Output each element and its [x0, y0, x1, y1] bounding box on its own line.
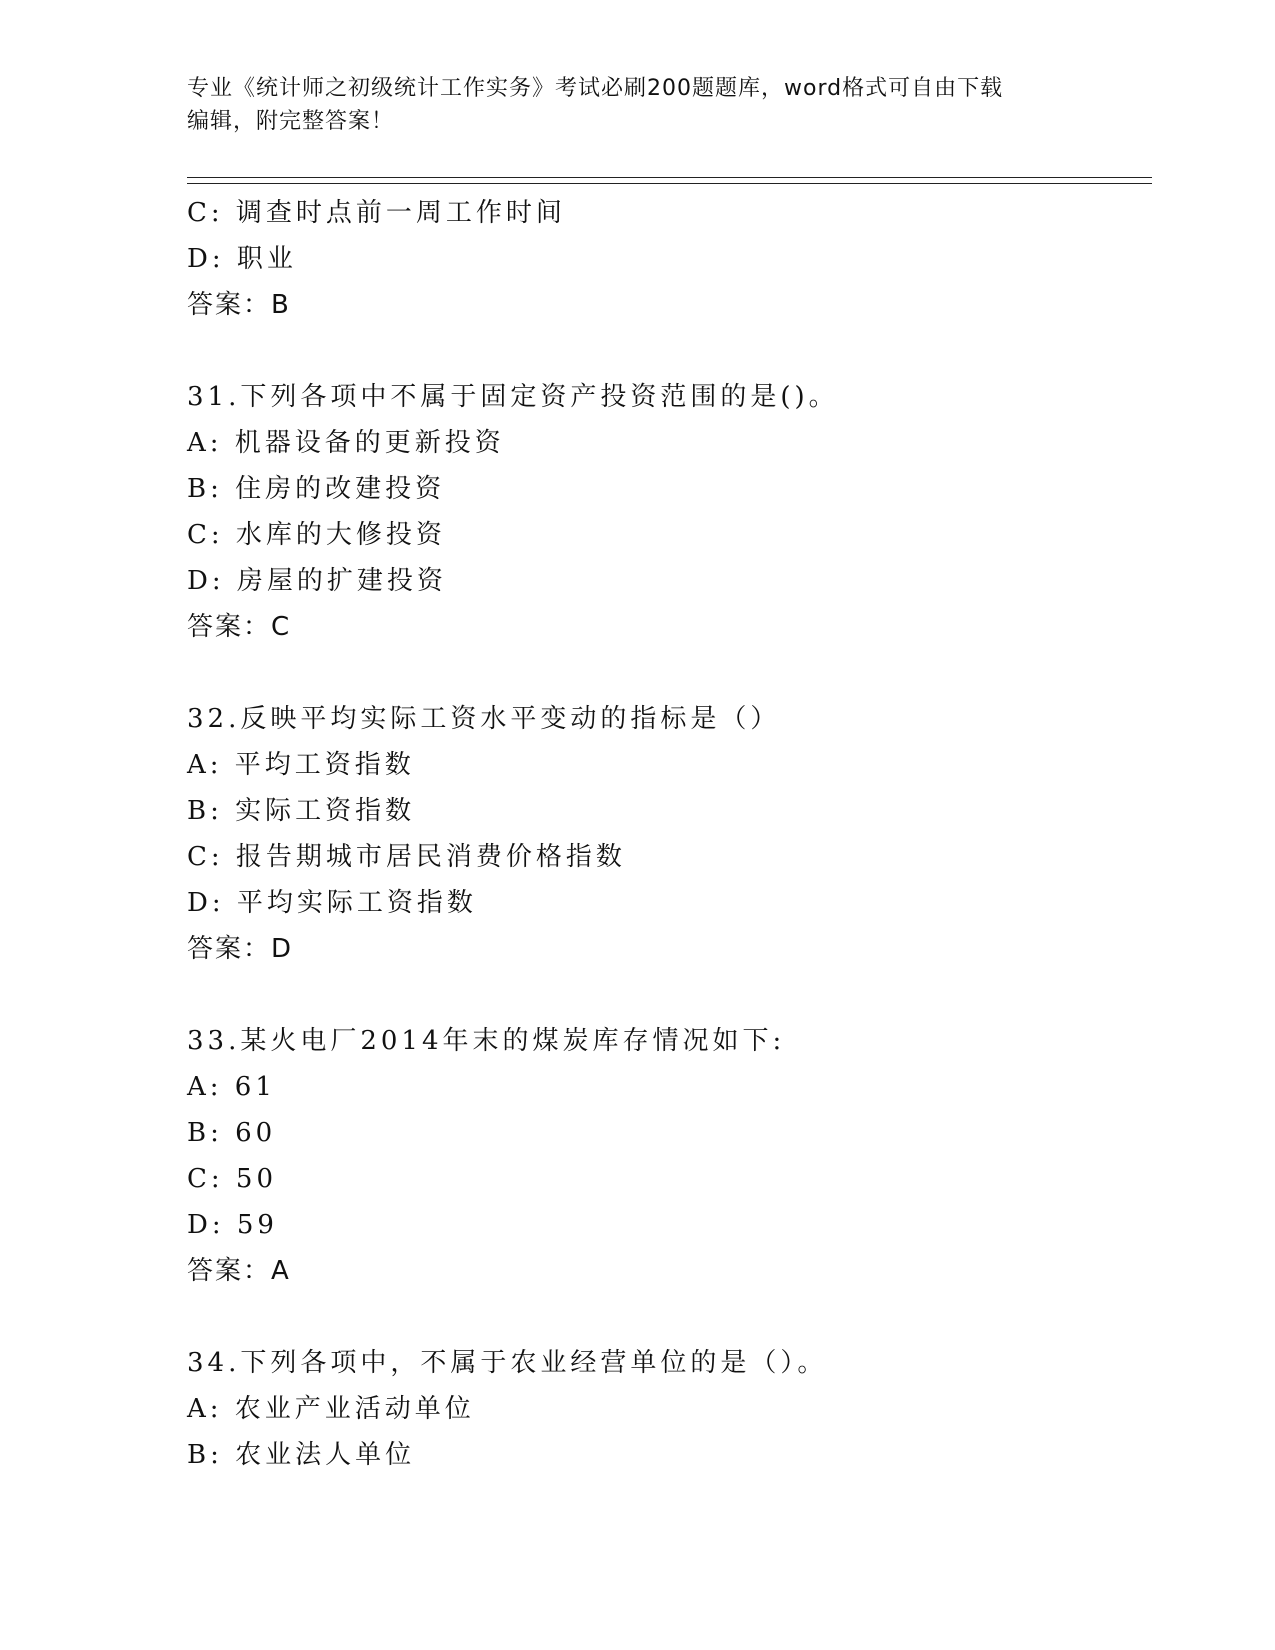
question-block-31	[187, 374, 1147, 650]
question-block-33	[187, 1018, 1147, 1294]
option-d: D: 59	[187, 1210, 278, 1240]
answer-line: 答案：B	[187, 290, 291, 320]
header-line-2: 编辑，附完整答案！	[187, 109, 395, 134]
option-a: A: 61	[187, 1072, 276, 1102]
question-block-32	[187, 696, 1147, 972]
option-c: C: 50	[187, 1164, 278, 1194]
answer-line: 答案：C	[187, 612, 292, 642]
question-block-30	[187, 190, 1147, 328]
header-divider-top	[187, 177, 1152, 178]
option-b: B: 60	[187, 1118, 277, 1148]
question-text: 31.下列各项中不属于固定资产投资范围的是()。	[187, 382, 839, 412]
option-d: D: 房屋的扩建投资	[187, 566, 447, 596]
question-list	[187, 190, 1147, 1478]
option-b: B: 农业法人单位	[187, 1440, 416, 1470]
option-d: D: 平均实际工资指数	[187, 888, 477, 918]
question-block-34	[187, 1340, 1147, 1478]
option-d: D: 职业	[187, 244, 297, 274]
header-line-1: 专业《统计师之初级统计工作实务》考试必刷200题题库，word格式可自由下载	[187, 76, 1004, 101]
document-header	[187, 72, 1087, 138]
spacer	[187, 972, 1147, 1018]
option-c: C: 调查时点前一周工作时间	[187, 198, 566, 228]
option-b: B: 住房的改建投资	[187, 474, 446, 504]
option-a: A: 机器设备的更新投资	[187, 428, 505, 458]
spacer	[187, 1294, 1147, 1340]
option-c: C: 水库的大修投资	[187, 520, 446, 550]
question-text: 33.某火电厂2014年末的煤炭库存情况如下:	[187, 1026, 786, 1056]
header-divider-bottom	[187, 183, 1152, 184]
option-c: C: 报告期城市居民消费价格指数	[187, 842, 626, 872]
spacer	[187, 650, 1147, 696]
question-text: 34.下列各项中，不属于农业经营单位的是（）。	[187, 1348, 828, 1378]
question-text: 32.反映平均实际工资水平变动的指标是（）	[187, 704, 781, 734]
option-b: B: 实际工资指数	[187, 796, 416, 826]
option-a: A: 农业产业活动单位	[187, 1394, 475, 1424]
spacer	[187, 328, 1147, 374]
answer-line: 答案：A	[187, 1256, 291, 1286]
option-a: A: 平均工资指数	[187, 750, 415, 780]
answer-line: 答案：D	[187, 934, 294, 964]
